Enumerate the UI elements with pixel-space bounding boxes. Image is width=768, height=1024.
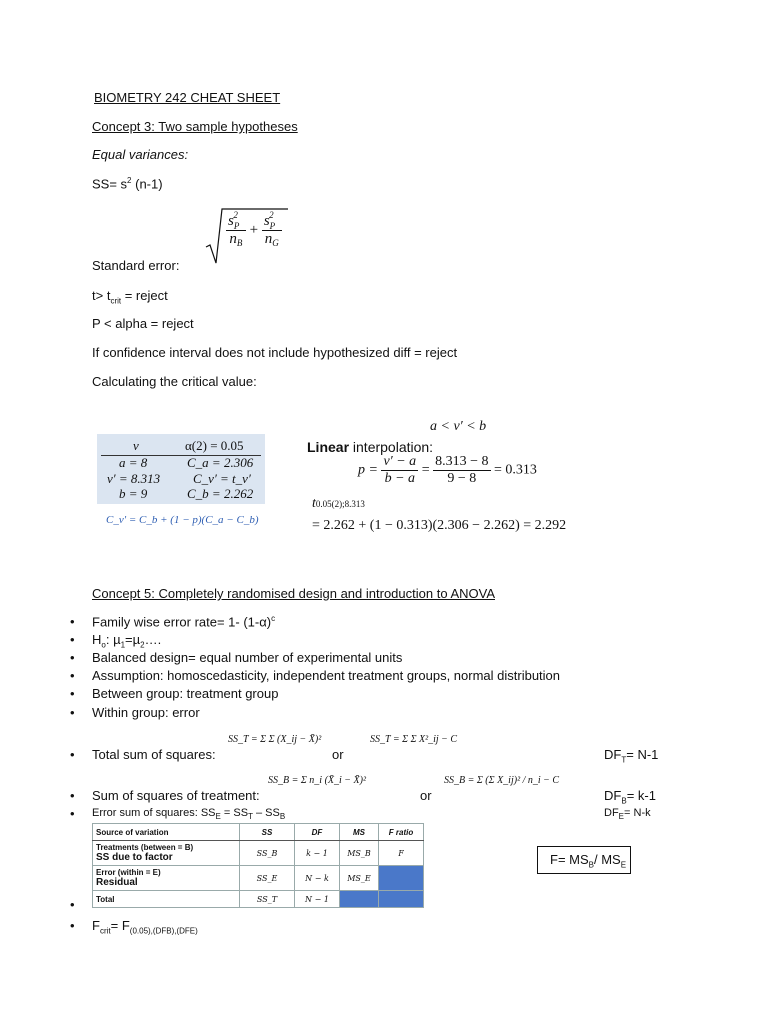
standard-error-formula: $\frac{s_P^2}{n_B}$ + $\frac{s_P^2}{n_G}$	[204, 207, 288, 265]
sst-formula-1: SS_T = Σ Σ (X_ij − X̄)²	[228, 734, 322, 745]
interpolation-formula: C_ν′ = C_b + (1 − p)(C_a − C_b)	[106, 514, 259, 526]
p-alpha-rule: P < alpha = reject	[92, 316, 194, 331]
within-group: Within group: error	[92, 705, 200, 720]
balanced-design: Balanced design= equal number of experimental units	[92, 650, 403, 665]
bullet-icon: •	[70, 632, 75, 647]
table-row: Error (within = E) Residual SS_E N − k MS_E	[93, 866, 424, 891]
interpolation-table: ν α(2) = 0.05 a = 8 C_a = 2.306 ν′ = 8.313 C_ν′ = t_ν′ b = 9 C_b = 2.262	[97, 434, 265, 504]
table-row: Treatments (between = B) SS due to factor SS_B k − 1 MS_B F	[93, 841, 424, 866]
sst-formula-2: SS_T = Σ Σ X²_ij − C	[370, 734, 458, 745]
or-label-2: or	[420, 788, 432, 803]
or-label: or	[332, 747, 344, 762]
interpolation-result: = 2.262 + (1 − 0.313)(2.306 − 2.262) = 2.292	[312, 518, 567, 533]
ci-rule: If confidence interval does not include hypothesized diff = reject	[92, 345, 458, 360]
t-label: t0.05(2);8.313	[312, 496, 365, 511]
anova-table	[92, 823, 424, 908]
error-ss-label: Error sum of squares: $SS_E = SS_T - SS_B$	[92, 807, 286, 822]
bullet-icon: •	[70, 918, 75, 933]
ss-formula: $SS= s^2$ (n-1)	[92, 176, 163, 192]
page-title: BIOMETRY 242 CHEAT SHEET	[94, 90, 281, 105]
bullet-icon: •	[70, 686, 75, 701]
bullet-icon: •	[70, 668, 75, 683]
bullet-icon: •	[70, 788, 75, 803]
bullet-icon: •	[70, 705, 75, 720]
bullet-icon: •	[70, 897, 75, 912]
inequality: a < ν′ < b	[430, 419, 487, 434]
table-row: Total SS_T N − 1	[93, 891, 424, 908]
equal-variances-label: Equal variances:	[92, 147, 189, 162]
linear-interpolation-label: Linear interpolation:	[307, 439, 434, 455]
f-crit: $F_{crit}= F_{(0.05),(DFB),(DFE)}$	[92, 918, 198, 936]
df-error: $DF_E= N-k$	[604, 807, 651, 822]
null-hypothesis: $H_o$: µ$_1$=µ$_2$….	[92, 632, 162, 650]
df-total: $DF_T= N-1$	[604, 747, 659, 765]
concept5-heading: Concept 5: Completely randomised design and introduction to ANOVA	[92, 586, 495, 601]
t-crit-rule: $t> t_{crit}$ = reject	[92, 288, 168, 306]
assumption: Assumption: homoscedasticity, independent treatment groups, normal distribution	[92, 668, 561, 683]
treatment-ss-label: Sum of squares of treatment:	[92, 788, 260, 803]
bullet-icon: •	[70, 614, 75, 629]
bullet-icon: •	[70, 806, 75, 821]
bullet-icon: •	[70, 650, 75, 665]
total-ss-label: Total sum of squares:	[92, 747, 216, 762]
ssb-formula-2: SS_B = Σ (Σ X_ij)² / n_i − C	[444, 775, 560, 786]
family-wise-error: Family wise error rate= 1- $(1-\alpha)^c$	[92, 614, 276, 630]
critical-value-label: Calculating the critical value:	[92, 374, 257, 389]
p-formula: p = $\frac{\nu' - a}{b - a}$ = $\frac{8.313 - 8}{9 - 8}$ = 0.313	[358, 454, 537, 486]
anova-header-row: Source of variation SS DF MS F ratio	[93, 824, 424, 841]
standard-error-label: Standard error:	[92, 258, 180, 273]
concept3-heading: Concept 3: Two sample hypotheses	[92, 119, 298, 134]
df-between: $DF_B= k-1$	[604, 788, 656, 806]
f-ratio-box: $F= MS_B/$ $MS_E$	[537, 846, 631, 874]
ssb-formula-1: SS_B = Σ n_i (X̄_i − X̄)²	[268, 775, 366, 786]
between-group: Between group: treatment group	[92, 686, 279, 701]
bullet-icon: •	[70, 747, 75, 762]
